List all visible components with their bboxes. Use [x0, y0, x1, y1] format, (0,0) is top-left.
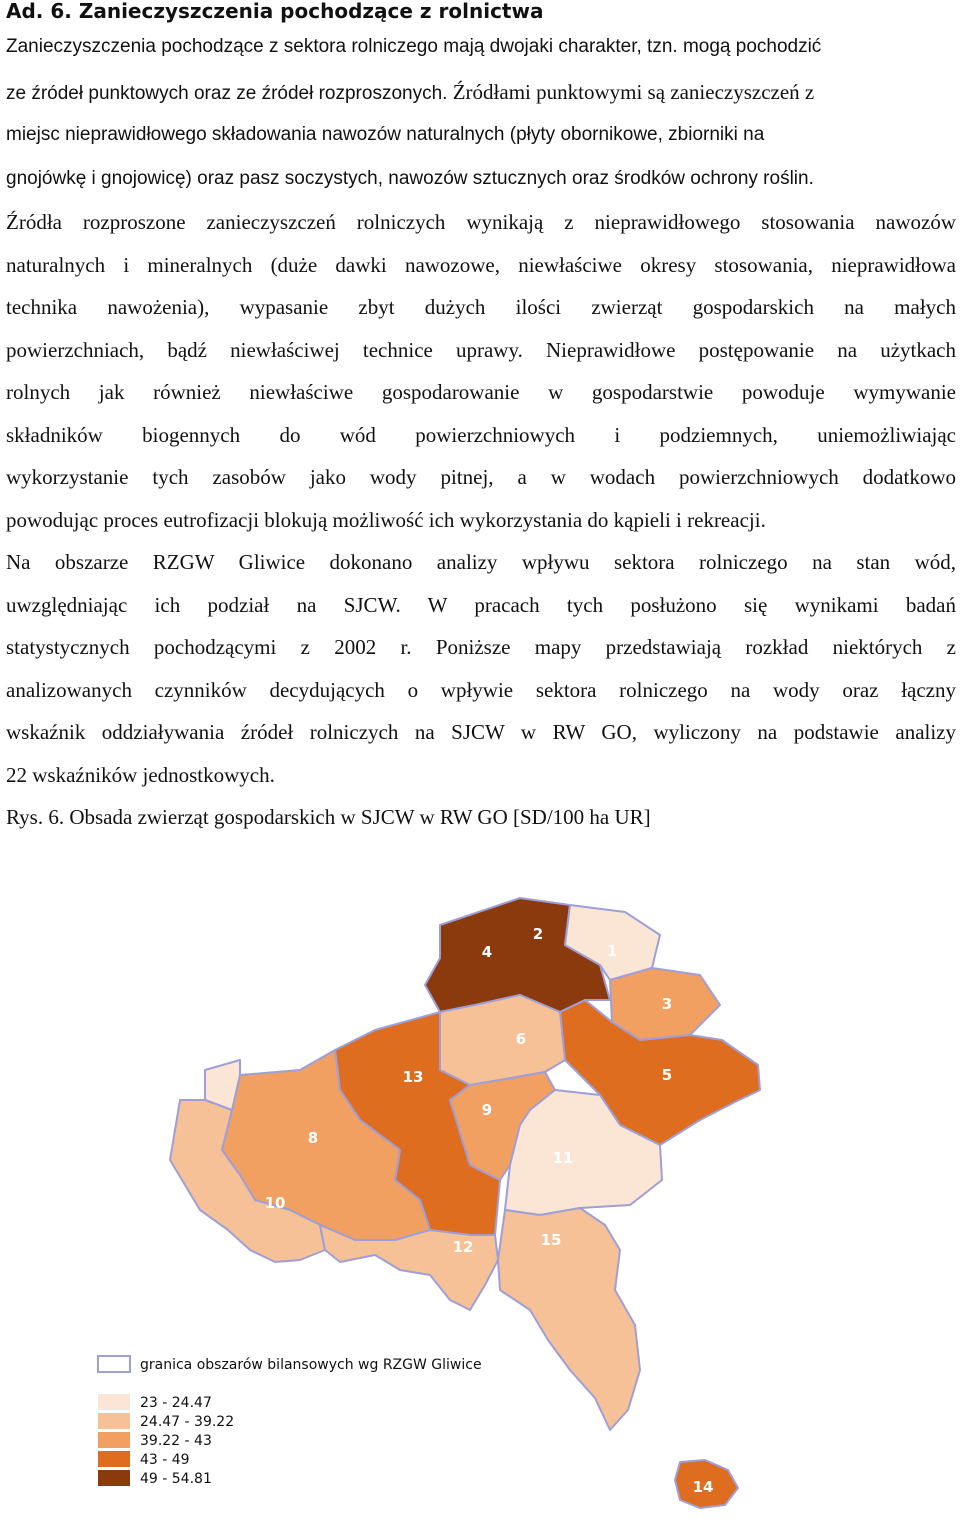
region-label-5: 5 — [661, 1066, 673, 1084]
legend-border-swatch — [98, 1356, 130, 1372]
body-line-13: wskaźnik oddziaływania źródeł rolniczych na SJCW w RW GO, wyliczony na podstawie analizy — [6, 720, 956, 744]
legend-border-label: granica obszarów bilansowych wg RZGW Gliwice — [140, 1357, 482, 1373]
choropleth-map — [90, 880, 890, 1520]
region-label-4: 4 — [481, 943, 493, 961]
intro-line-2-serif: Źródłami punktowymi są zanieczyszczeń z — [452, 80, 815, 104]
body-line-1: Źródła rozproszone zanieczyszczeń rolniczych wynikają z nieprawidłowego stosowania nawozów — [6, 210, 956, 234]
legend-swatch-3 — [98, 1432, 130, 1448]
region-label-6: 6 — [515, 1030, 527, 1048]
intro-line-2 — [6, 80, 814, 105]
region-label-15: 15 — [540, 1231, 562, 1249]
legend-label-1: 23 - 24.47 — [140, 1395, 212, 1411]
body-line-4: powierzchniach, bądź niewłaściwej technice uprawy. Nieprawidłowe postępowanie na użytkach — [6, 338, 956, 362]
body-line-3: technika nawożenia), wypasanie zbyt dużych ilości zwierząt gospodarskich na małych — [6, 295, 956, 319]
legend-label-3: 39.22 - 43 — [140, 1433, 212, 1449]
body-line-6: składników biogennych do wód powierzchniowych i podziemnych, uniemożliwiając — [6, 423, 956, 447]
body-line-8: powodując proces eutrofizacji blokują możliwość ich wykorzystania do kąpieli i rekreacji. — [6, 508, 766, 532]
region-label-8: 8 — [307, 1129, 319, 1147]
legend-swatch-4 — [98, 1451, 130, 1467]
body-line-11: statystycznych pochodzącymi z 2002 r. Poniższe mapy przedstawiają rozkład niektórych z — [6, 635, 956, 659]
body-line-2: naturalnych i mineralnych (duże dawki nawozowe, niewłaściwe okresy stosowania, nieprawidłowa — [6, 253, 956, 277]
region-label-1: 1 — [606, 942, 618, 960]
legend-label-4: 43 - 49 — [140, 1452, 190, 1468]
region-label-2: 2 — [532, 925, 544, 943]
map-legend — [98, 1356, 482, 1487]
legend-label-2: 24.47 - 39.22 — [140, 1414, 235, 1430]
sans-line-1: miejsc nieprawidłowego składowania nawozów naturalnych (płyty obornikowe, zbiorniki na — [6, 124, 765, 145]
body-line-7: wykorzystanie tych zasobów jako wody pitnej, a w wodach powierzchniowych dodatkowo — [6, 465, 956, 489]
intro-line-1: Zanieczyszczenia pochodzące z sektora rolniczego mają dwojaki charakter, tzn. mogą pochodzić — [6, 36, 822, 57]
body-line-5: rolnych jak również niewłaściwe gospodarowanie w gospodarstwie powoduje wymywanie — [6, 380, 956, 404]
region-label-9: 9 — [481, 1101, 493, 1119]
figure-caption: Rys. 6. Obsada zwierząt gospodarskich w SJCW w RW GO [SD/100 ha UR] — [6, 805, 651, 829]
region-label-14: 14 — [692, 1478, 714, 1496]
sans-line-2: gnojówkę i gnojowicę) oraz pasz soczystych, nawozów sztucznych oraz środków ochrony roślin. — [6, 168, 814, 189]
region-label-13: 13 — [402, 1068, 424, 1086]
body-line-9: Na obszarze RZGW Gliwice dokonano analizy wpływu sektora rolniczego na stan wód, — [6, 550, 956, 574]
legend-swatch-2 — [98, 1413, 130, 1429]
region-label-10: 10 — [264, 1194, 286, 1212]
section-heading: Ad. 6. Zanieczyszczenia pochodzące z rolnictwa — [6, 0, 544, 23]
legend-label-5: 49 - 54.81 — [140, 1471, 212, 1487]
region-label-11: 11 — [552, 1149, 574, 1167]
region-label-3: 3 — [661, 995, 673, 1013]
legend-swatch-1 — [98, 1394, 130, 1410]
region-15 — [498, 1208, 640, 1430]
legend-swatch-5 — [98, 1470, 130, 1486]
body-line-14: 22 wskaźników jednostkowych. — [6, 763, 275, 787]
region-6 — [440, 995, 565, 1085]
intro-line-2-sans: ze źródeł punktowych oraz ze źródeł rozproszonych. — [6, 83, 448, 104]
region-label-12: 12 — [452, 1238, 474, 1256]
body-line-10: uwzględniając ich podział na SJCW. W pracach tych posłużono się wynikami badań — [6, 593, 956, 617]
body-line-12: analizowanych czynników decydujących o wpływie sektora rolniczego na wody oraz łączny — [6, 678, 956, 702]
